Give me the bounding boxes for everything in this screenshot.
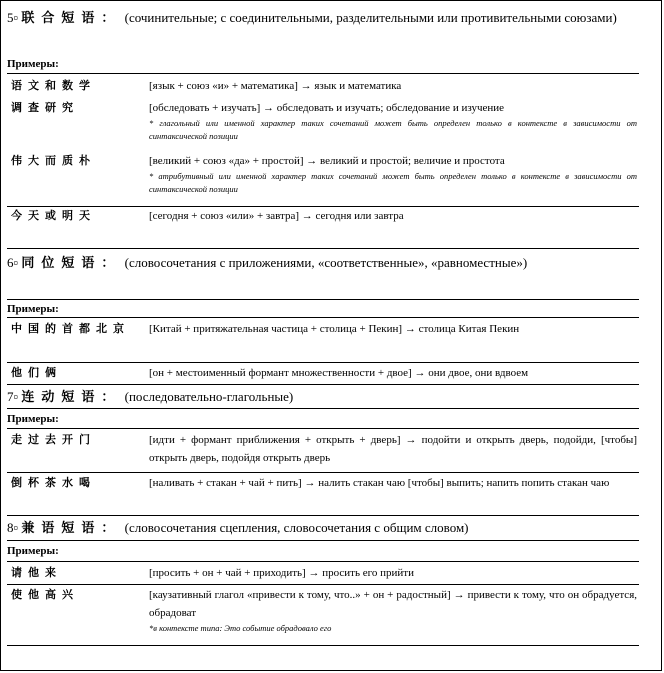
example-translation: [идти + формант приближения + открыть + дверь] → подойти и открыть дверь, подойди, [чтобы] открыть дверь, подойдя открыть дверь <box>149 434 637 464</box>
section-number: 6▫ <box>7 255 19 270</box>
example-translation: [он + местоименный формант множественности + двое] → они двое, они вдвоем <box>149 367 529 379</box>
examples-label: Примеры: <box>7 58 59 70</box>
section-title-ru: (последовательно-глагольные) <box>124 389 294 404</box>
example-row <box>7 77 637 97</box>
example-row <box>7 364 637 384</box>
example-translation: [язык + союз «и» + математика] → язык и математика <box>149 80 402 92</box>
section-divider <box>7 248 639 249</box>
divider <box>7 408 639 409</box>
example-zh: 使他高兴 <box>11 588 79 601</box>
divider <box>7 540 639 541</box>
example-ru <box>149 364 637 382</box>
example-translation: [просить + он + чай + приходить] → просить его прийти <box>149 567 414 579</box>
example-row <box>7 99 637 149</box>
section-title-ru: (сочинительные; с соединительными, разделительными или противительными союзами) <box>124 10 617 25</box>
section-title-ru: (словосочетания сцепления, словосочетания с общим словом) <box>124 520 469 535</box>
section-title-zh: 同位短语： <box>21 256 122 271</box>
example-note: * глагольный или именной характер таких сочетаний может быть определен только в контексте в зависимости от синтаксической позиции <box>149 118 637 141</box>
example-zh: 请他来 <box>11 566 62 579</box>
section-divider <box>7 384 639 385</box>
section-number: 8▫ <box>7 520 19 535</box>
examples-label: Примеры: <box>7 303 59 315</box>
section-5-heading <box>7 7 655 30</box>
section-title-zh: 联合短语： <box>21 11 122 26</box>
section-title-zh: 连动短语： <box>21 390 122 405</box>
example-row <box>7 152 637 204</box>
section-title-ru: (словосочетания с приложениями, «соответственные», «равноместные») <box>124 255 528 270</box>
example-translation: [великий + союз «да» + простой] → великий и простой; величие и простота <box>149 155 505 167</box>
example-zh: 走过去开门 <box>11 433 96 446</box>
example-zh: 伟大而质朴 <box>11 154 96 167</box>
example-translation: [каузативный глагол «привести к тому, что..» + он + радостный] → привести к тому, что он обрадуется, обрадоват <box>149 589 637 619</box>
example-ru <box>149 586 637 635</box>
divider <box>7 561 639 562</box>
example-ru <box>149 207 637 225</box>
example-row <box>7 474 637 514</box>
section-6-heading <box>7 252 655 275</box>
section-title-zh: 兼语短语： <box>21 521 122 536</box>
examples-label: Примеры: <box>7 413 59 425</box>
section-8-heading <box>7 517 655 540</box>
divider <box>7 299 639 300</box>
divider <box>7 428 639 429</box>
example-ru <box>149 152 637 196</box>
example-translation: [Китай + притяжательная частица + столица + Пекин] → столица Китая Пекин <box>149 323 520 335</box>
example-ru <box>149 77 637 95</box>
examples-label: Примеры: <box>7 545 59 557</box>
example-ru <box>149 474 637 492</box>
example-zh: 他们俩 <box>11 366 62 379</box>
example-translation: [наливать + стакан + чай + пить] → налить стакан чаю [чтобы] выпить; напить попить стакан чаю <box>149 477 610 489</box>
example-row <box>7 431 637 471</box>
divider <box>7 472 639 473</box>
example-ru <box>149 564 637 582</box>
section-divider <box>7 515 639 516</box>
example-note: * атрибутивный или именной характер таких сочетаний может быть определен только в контексте в зависимости от синтаксической позиции <box>149 171 637 194</box>
example-zh: 中国的首都北京 <box>11 322 130 335</box>
example-zh: 调查研究 <box>11 101 79 114</box>
example-ru <box>149 431 637 467</box>
example-translation: [сегодня + союз «или» + завтра] → сегодня или завтра <box>149 210 404 222</box>
example-translation: [обследовать + изучать] → обследовать и изучать; обследование и изучение <box>149 102 505 114</box>
divider <box>7 584 639 585</box>
section-number: 5▫ <box>7 10 19 25</box>
example-zh: 倒杯茶水喝 <box>11 476 96 489</box>
divider <box>7 645 639 646</box>
divider <box>7 73 639 74</box>
example-note: *в контексте типа: Это событие обрадовало его <box>149 623 332 633</box>
divider <box>7 362 639 363</box>
example-row <box>7 320 637 360</box>
section-number: 7▫ <box>7 389 19 404</box>
example-zh: 今天或明天 <box>11 209 96 222</box>
example-row <box>7 586 637 644</box>
divider <box>7 317 639 318</box>
example-ru <box>149 99 637 143</box>
example-zh: 语文和数学 <box>11 79 96 92</box>
section-7-heading <box>7 386 655 409</box>
example-ru <box>149 320 637 338</box>
example-row <box>7 207 637 227</box>
example-row <box>7 564 637 584</box>
